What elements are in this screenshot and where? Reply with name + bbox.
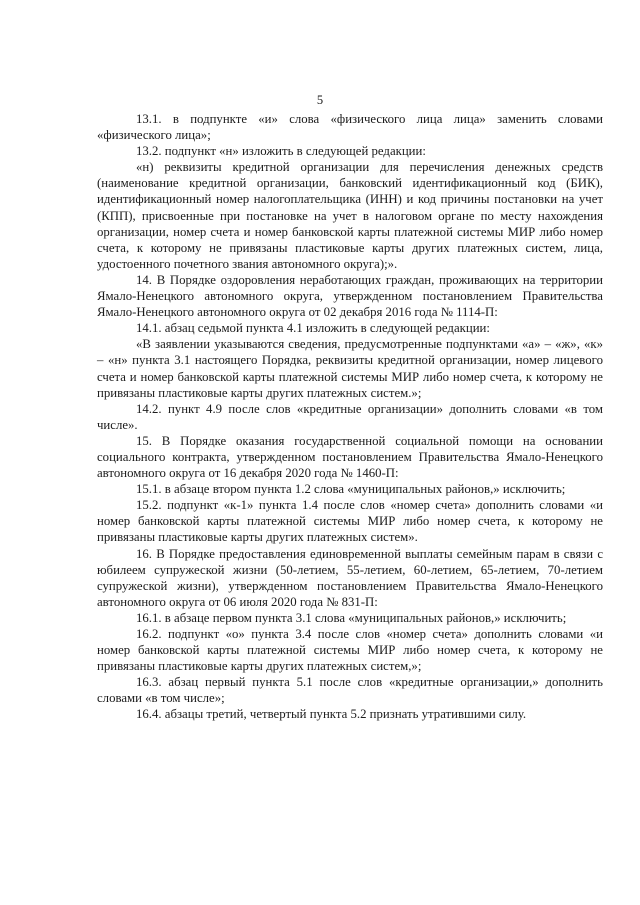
paragraph-14-1: 14.1. абзац седьмой пункта 4.1 изложить в следующей редакции: (136, 321, 490, 336)
page-number: 5 (316, 93, 324, 107)
paragraph-16: 16. В Порядке предоставления единовременной выплаты семейным парам в связи с юбилеем супружеской жизни (50-летием, 55-летием, 60-летием, 65-летием, 70-летием супружеской жизни), утвержденном постановлением Правительства Ямало-Ненецкого автономного округа от 06 июля 2020 года № 831-П: (97, 546, 603, 609)
paragraph-14: 14. В Порядке оздоровления неработающих граждан, проживающих на территории Ямало-Ненецкого автономного округа, утвержденном постановлением Правительства Ямало-Ненецкого автономного округа от 02 декабря 2016 года № 1114-П: (97, 272, 603, 320)
paragraph-13-1: 13.1. в подпункте «и» слова «физического лица лица» заменить словами «физического лица»; (97, 112, 603, 143)
paragraph-16-3: 16.3. абзац первый пункта 5.1 после слов «кредитные организации,» дополнить словами «в том числе»; (97, 675, 603, 706)
document-body (97, 111, 603, 723)
paragraph-15: 15. В Порядке оказания государственной социальной помощи на основании социального контракта, утвержденном постановлением Правительства Ямало-Ненецкого автономного округа от 16 декабря 2020 года № 1460-П: (97, 433, 603, 481)
paragraph-13-2-text: «н) реквизиты кредитной организации для перечисления денежных средств (наименование кредитной организации, банковский идентификационный код (БИК), идентификационный номер налогоплательщика (ИНН) и код причины постановки на учет (КПП), присвоенные при постановке на учет в налоговом органе по месту нахождения организации, номер счета и номер банковской карты платежной системы МИР либо номер счета, к которому не привязаны пластиковые карты других платежных систем, лица, удостоенного почетного звания автономного округа);». (97, 160, 603, 271)
paragraph-14-2: 14.2. пункт 4.9 после слов «кредитные организации» дополнить словами «в том числе». (97, 401, 603, 432)
paragraph-14-1-text: «В заявлении указываются сведения, предусмотренные подпунктами «а» – «ж», «к» – «н» пункта 3.1 настоящего Порядка, реквизиты кредитной организации, номер лицевого счета и номер банковской карты платежной системы МИР либо номер счета, к которому не привязаны пластиковые карты других платежных систем.»; (97, 337, 603, 400)
paragraph-16-4: 16.4. абзацы третий, четвертый пункта 5.2 признать утратившими силу. (136, 707, 527, 722)
paragraph-15-1: 15.1. в абзаце втором пункта 1.2 слова «муниципальных районов,» исключить; (136, 482, 566, 497)
paragraph-16-2: 16.2. подпункт «о» пункта 3.4 после слов «номер счета» дополнить словами «и номер банковской карты платежной системы МИР либо номер счета, к которому не привязаны пластиковые карты других платежных систем,»; (97, 627, 603, 674)
paragraph-16-1: 16.1. в абзаце первом пункта 3.1 слова «муниципальных районов,» исключить; (136, 610, 567, 625)
paragraph-15-2: 15.2. подпункт «к-1» пункта 1.4 после слов «номер счета» дополнить словами «и номер банковской карты платежной системы МИР либо номер счета, к которому не привязаны пластиковые карты других платежных систем». (97, 498, 603, 545)
paragraph-13-2: 13.2. подпункт «н» изложить в следующей редакции: (136, 144, 426, 159)
